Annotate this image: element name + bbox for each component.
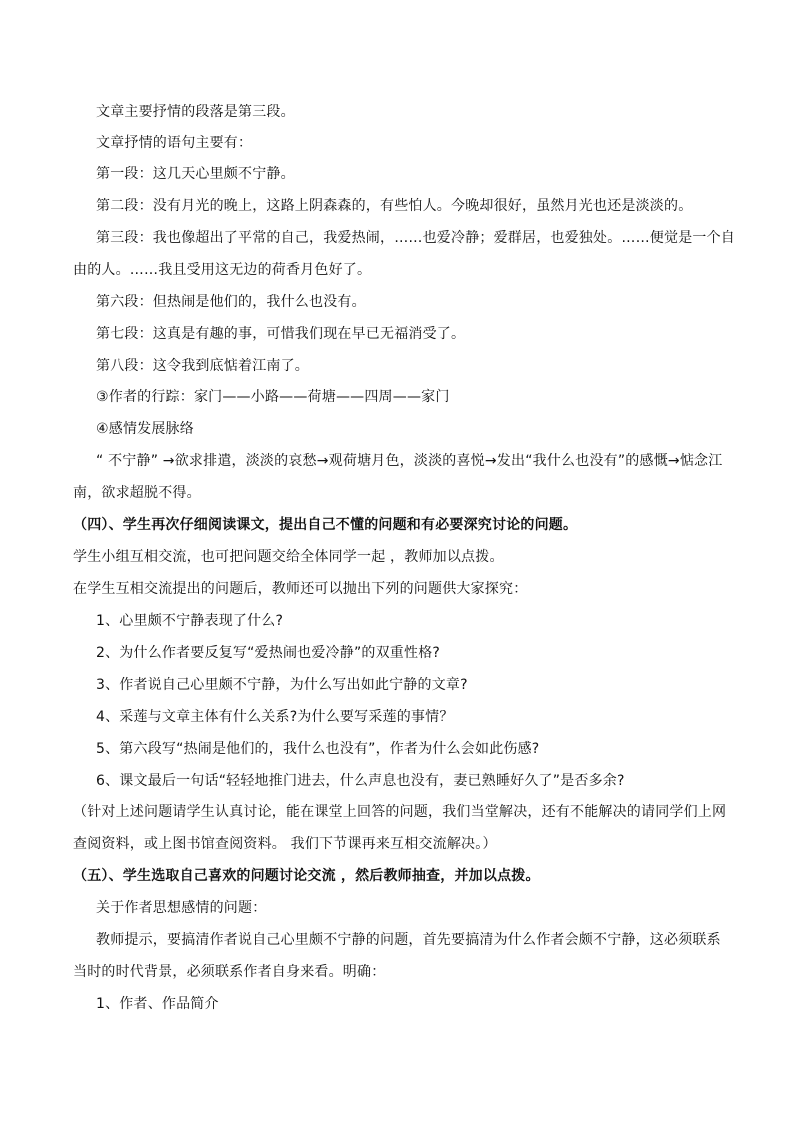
paragraph-line: 第一段：这几天心里颇不宁静。 bbox=[96, 166, 295, 182]
paragraph-line: 学生小组互相交流，也可把问题交给全体同学一起 ，教师加以点拨。 bbox=[73, 549, 504, 565]
paragraph-line: “ 不宁静” →欲求排遣，淡淡的哀愁→观荷塘月色，淡淡的喜悦→发出“我什么也没有”的感慨→惦念江 bbox=[96, 453, 723, 469]
question-item: 2、为什么作者要反复写“爱热闹也爱冷静”的双重性格? bbox=[96, 645, 441, 661]
paragraph-line: 南，欲求超脱不得。 bbox=[73, 485, 201, 501]
paragraph-line: ③作者的行踪：家门——小路——荷塘——四周——家门 bbox=[96, 389, 450, 405]
paragraph-line: 当时的时代背景，必须联系作者自身来看。明确： bbox=[73, 964, 386, 980]
paragraph-line: 文章主要抒情的段落是第三段。 bbox=[96, 104, 295, 120]
paragraph-line: 第六段：但热闹是他们的，我什么也没有。 bbox=[96, 294, 366, 310]
paragraph-line: 在学生互相交流提出的问题后，教师还可以抛出下列的问题供大家探究： bbox=[73, 581, 528, 597]
paragraph-line: ④感情发展脉络 bbox=[96, 421, 194, 437]
paragraph-line: 关于作者思想感情的问题： bbox=[96, 900, 267, 916]
question-item: 1、心里颇不宁静表现了什么? bbox=[96, 613, 284, 629]
list-item: 1、作者、作品简介 bbox=[96, 996, 219, 1012]
paragraph-line: （针对上述问题请学生认真讨论，能在课堂上回答的问题，我们当堂解决，还有不能解决的请同学们上网 bbox=[73, 804, 727, 820]
question-item: 5、第六段写“热闹是他们的，我什么也没有”，作者为什么会如此伤感? bbox=[96, 741, 540, 757]
paragraph-line: 文章抒情的语句主要有： bbox=[96, 135, 253, 151]
question-item: 3、作者说自己心里颇不宁静，为什么写出如此宁静的文章? bbox=[96, 677, 468, 693]
section-heading: （四）、学生再次仔细阅读课文，提出自己不懂的问题和有必要深究讨论的问题。 bbox=[73, 517, 578, 533]
paragraph-line: 第三段：我也像超出了平常的自己，我爱热闹，……也爱冷静；爱群居，也爱独处。……便觉是一个自 bbox=[96, 230, 735, 246]
paragraph-line: 第八段：这令我到底惦着江南了。 bbox=[96, 358, 309, 374]
paragraph-line: 第二段：没有月光的晚上，这路上阴森森的，有些怕人。今晚却很好，虽然月光也还是淡淡的。 bbox=[96, 198, 693, 214]
paragraph-line: 由的人。……我且受用这无边的荷香月色好了。 bbox=[73, 262, 372, 278]
paragraph-line: 第七段：这真是有趣的事，可惜我们现在早已无福消受了。 bbox=[96, 326, 466, 342]
question-item: 4、采莲与文章主体有什么关系?为什么要写采莲的事情？ bbox=[96, 709, 454, 725]
question-item: 6、课文最后一句话“轻轻地推门进去，什么声息也没有，妻已熟睡好久了”是否多余? bbox=[96, 773, 625, 789]
section-heading: （五）、学生选取自己喜欢的问题讨论交流 ，然后教师抽查，并加以点拨。 bbox=[73, 868, 540, 884]
paragraph-line: 教师提示，要搞清作者说自己心里颇不宁静的问题，首先要搞清为什么作者会颇不宁静，这必须联系 bbox=[96, 932, 721, 948]
paragraph-line: 查阅资料，或上图书馆查阅资料。 我们下节课再来互相交流解决。） bbox=[73, 836, 497, 852]
